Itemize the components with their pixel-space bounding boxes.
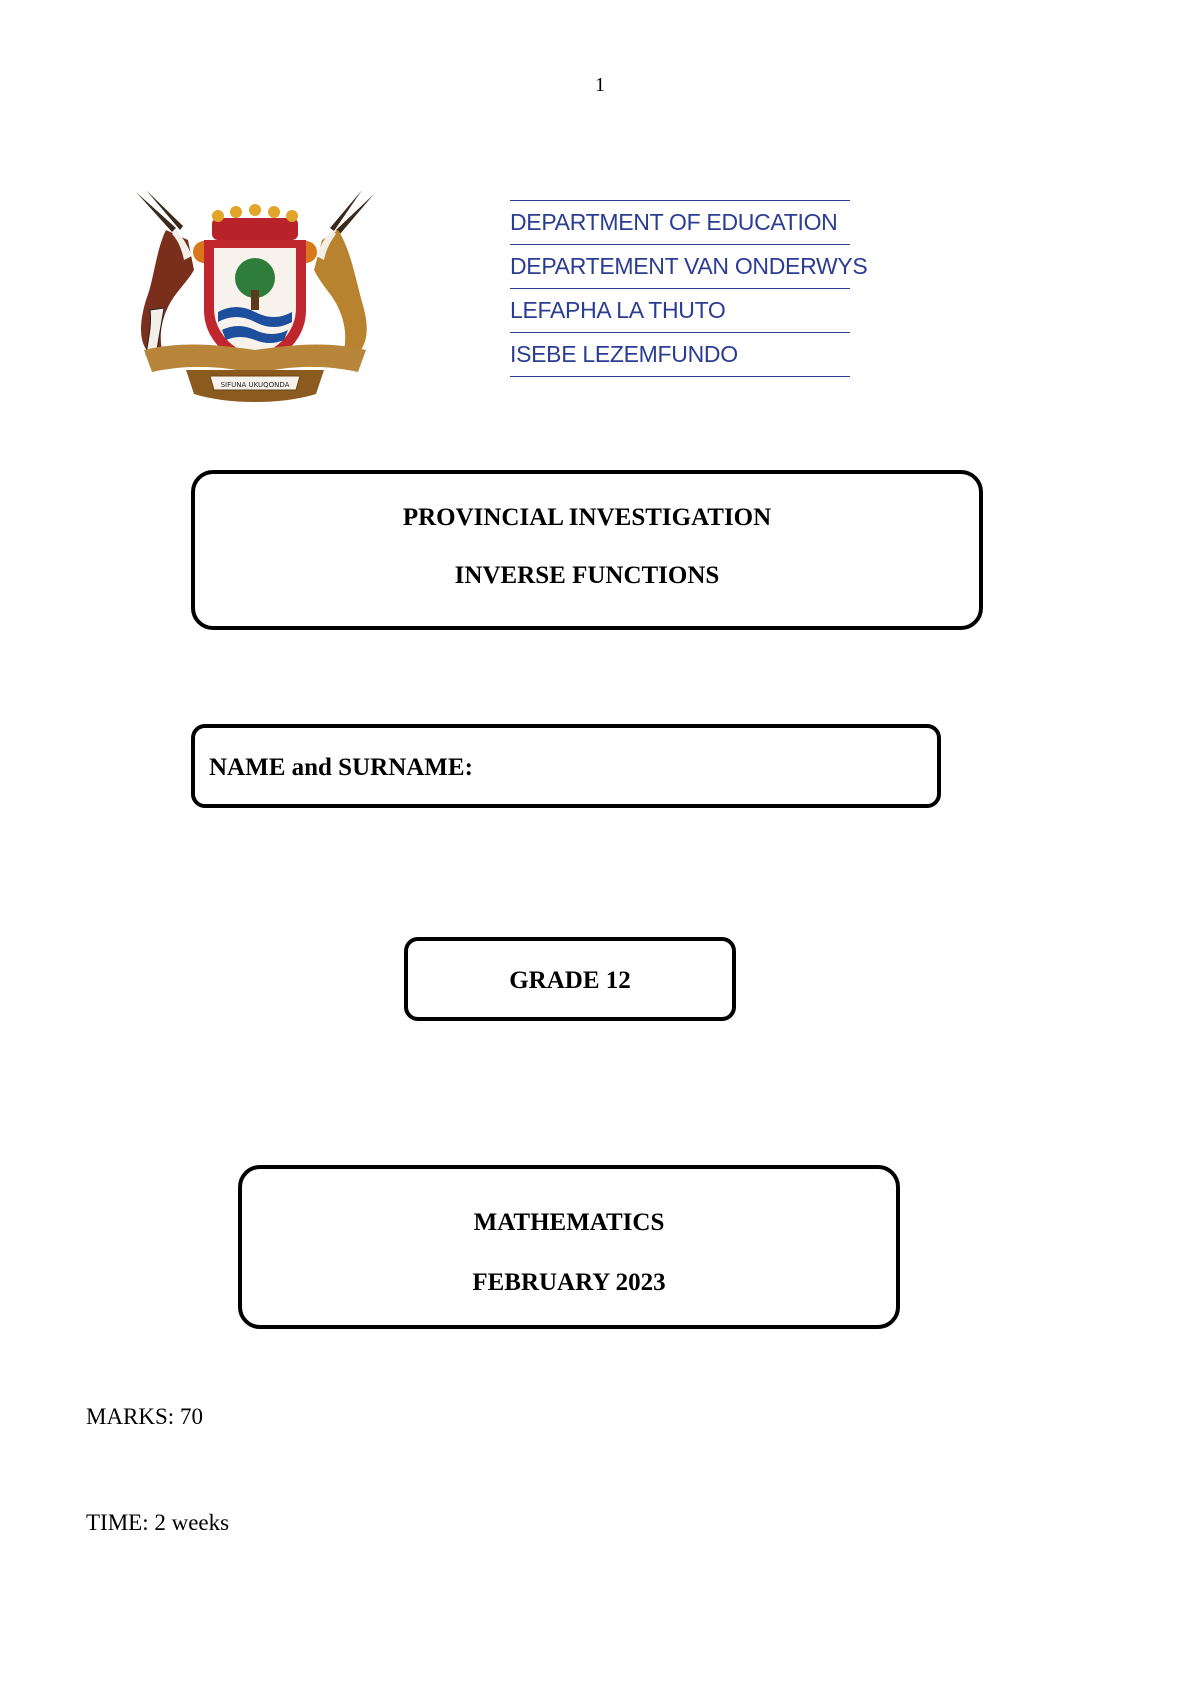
grade-box [404, 937, 736, 1021]
exam-date: FEBRUARY 2023 [472, 1269, 666, 1296]
right-antelope-supporter [314, 190, 374, 354]
title-box [191, 470, 983, 630]
dept-line-afrikaans: DEPARTEMENT VAN ONDERWYS [510, 244, 850, 288]
subject-label: MATHEMATICS [473, 1209, 665, 1236]
crown [212, 204, 298, 240]
marks-label: MARKS: 70 [86, 1404, 203, 1429]
name-surname-box[interactable] [191, 724, 941, 808]
dept-line-english: DEPARTMENT OF EDUCATION [510, 200, 850, 244]
subject-box [238, 1165, 900, 1329]
dept-line-isixhosa: ISEBE LEZEMFUNDO [510, 332, 850, 377]
grade-label: GRADE 12 [509, 967, 631, 994]
dept-line-sesotho: LEFAPHA LA THUTO [510, 288, 850, 332]
time-label: TIME: 2 weeks [86, 1510, 230, 1535]
title-line-1: PROVINCIAL INVESTIGATION [402, 504, 772, 531]
left-antelope-supporter [136, 190, 194, 358]
page-number: 1 [595, 74, 605, 96]
motto-ribbon [210, 376, 300, 390]
motto-text: SIFUNA UKUQONDA [220, 381, 290, 389]
department-names [510, 200, 868, 377]
name-surname-label: NAME and SURNAME: [209, 754, 473, 781]
title-line-2: INVERSE FUNCTIONS [454, 562, 720, 589]
coat-of-arms-logo [126, 190, 384, 402]
